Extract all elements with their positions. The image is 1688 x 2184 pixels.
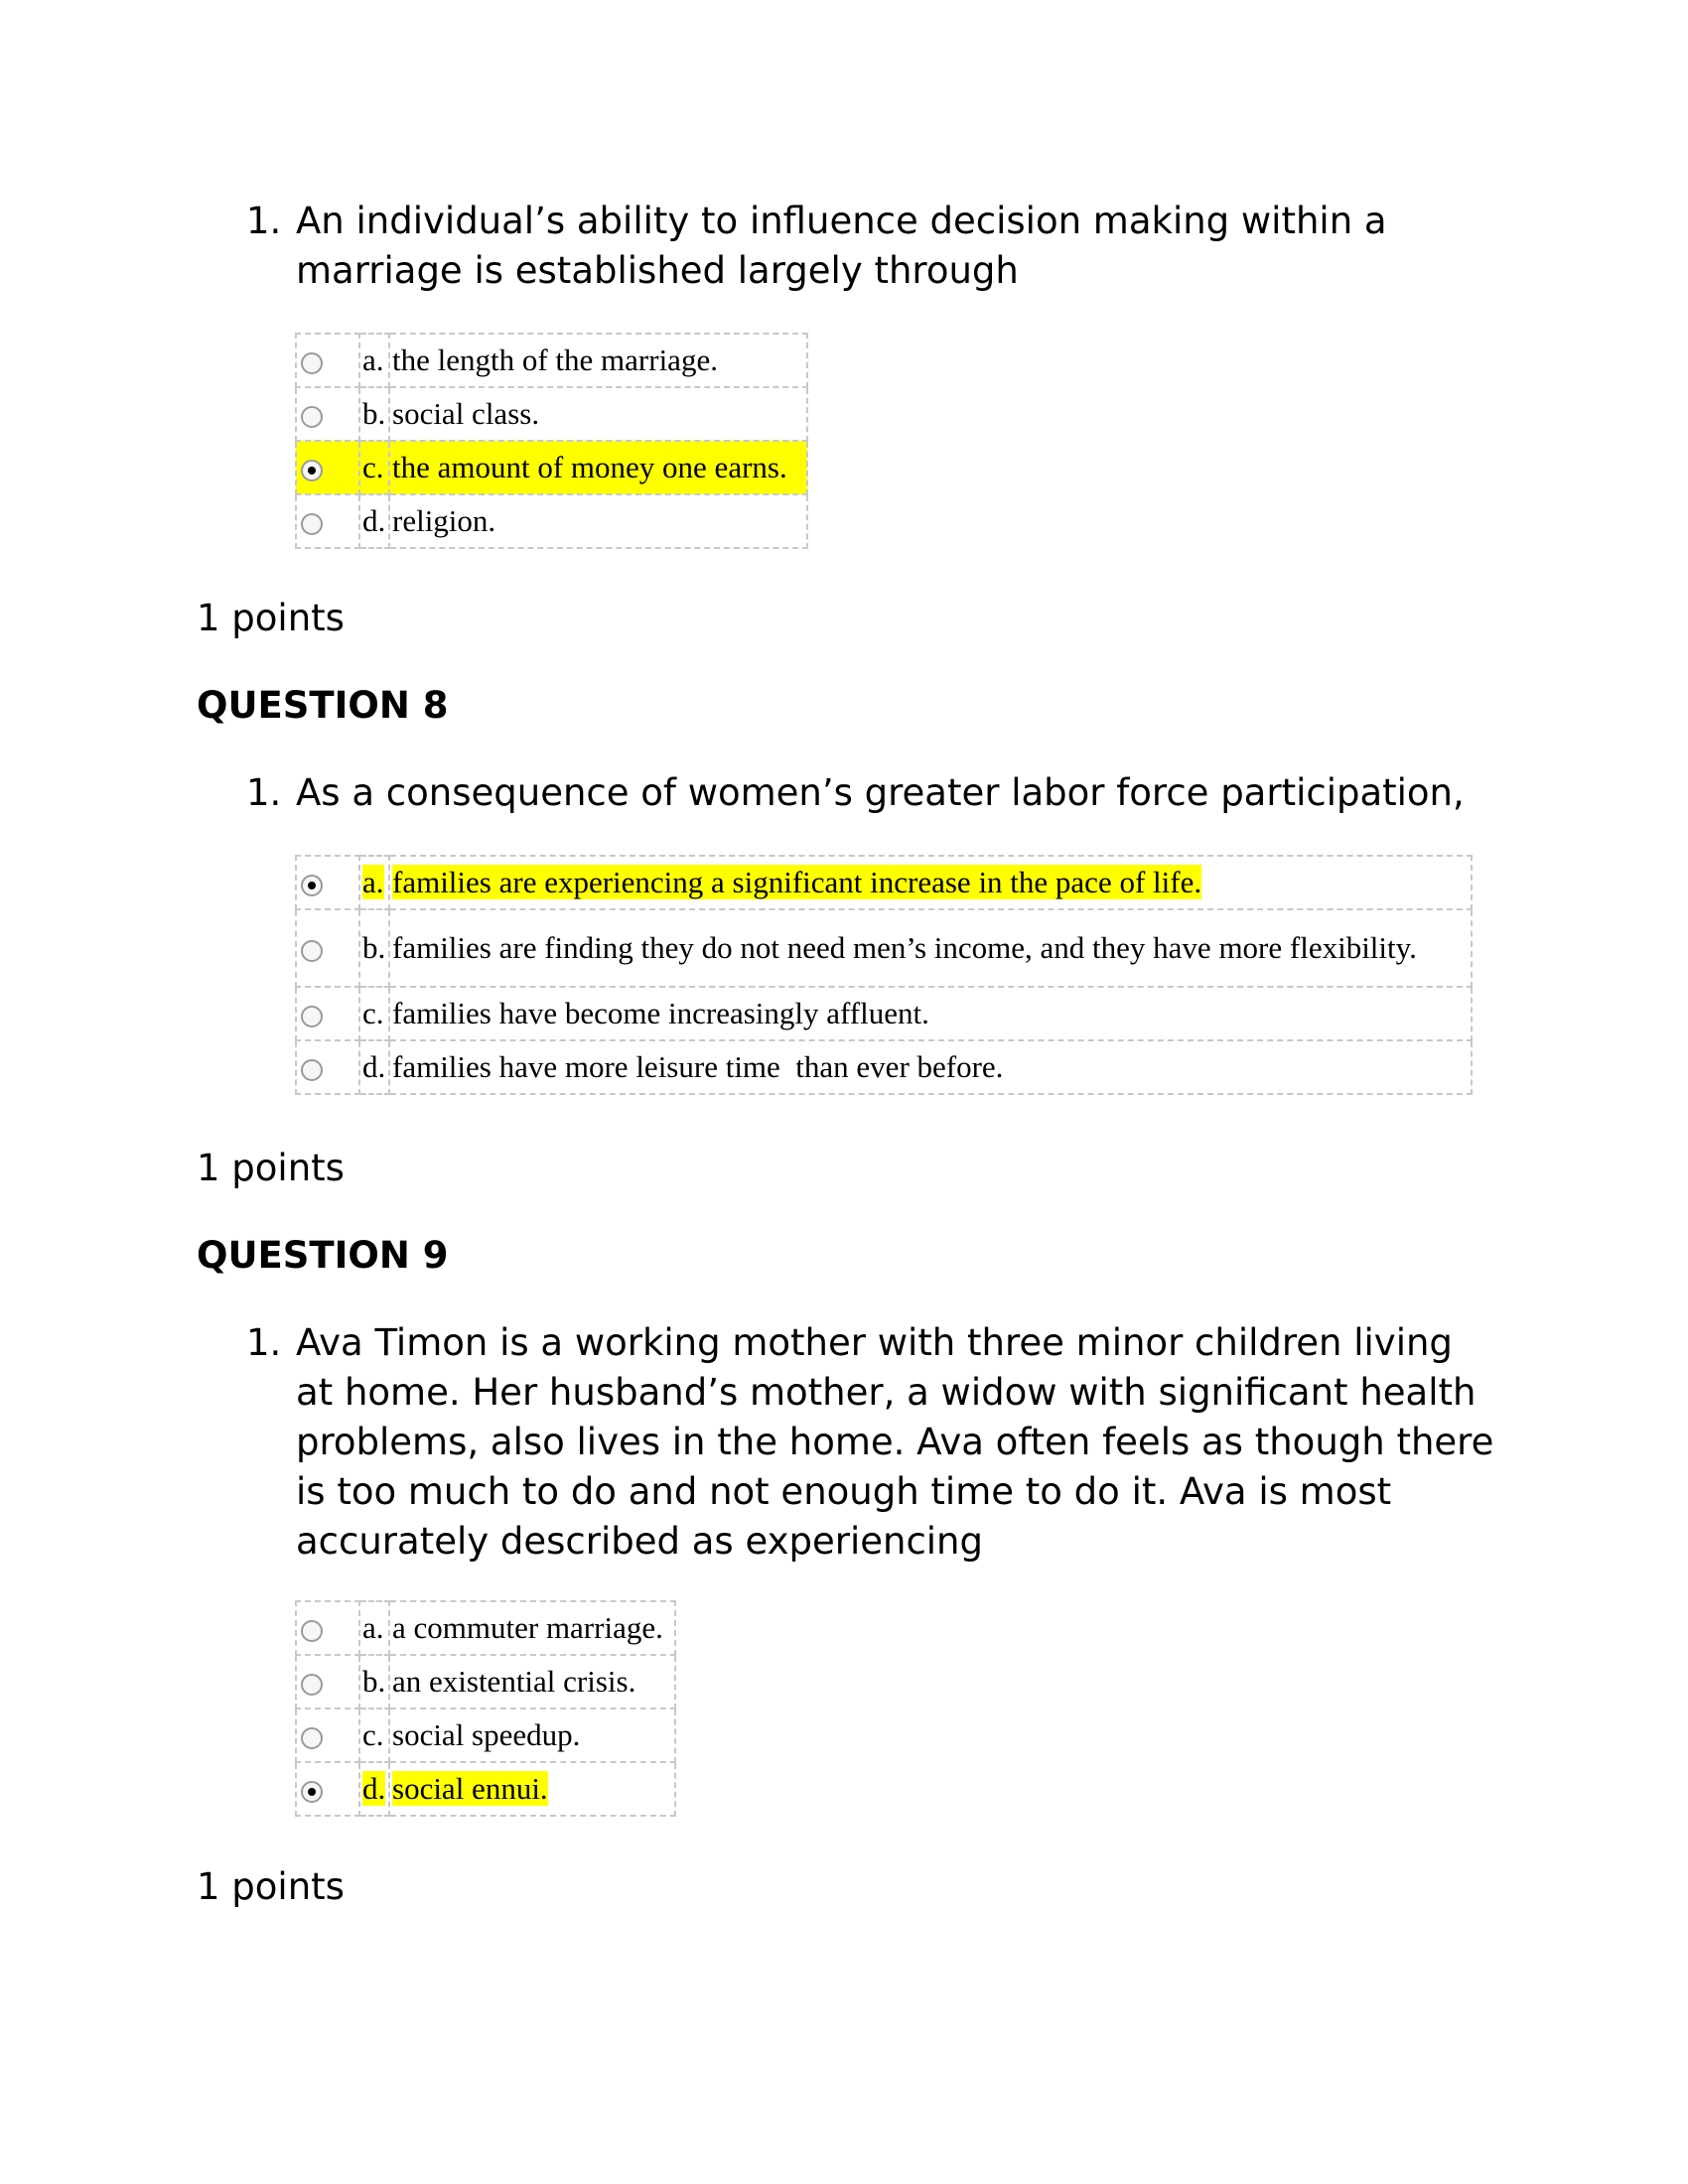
option-text [389, 1762, 675, 1816]
option-row-selected[interactable] [296, 441, 807, 494]
question-7-options [295, 333, 808, 549]
option-letter [359, 856, 389, 909]
option-radio-cell[interactable] [296, 441, 359, 494]
question-8-options [295, 855, 1473, 1095]
option-text: social class. [389, 387, 807, 441]
option-letter: d. [359, 1040, 389, 1094]
question-8-heading: QUESTION 8 [197, 684, 449, 727]
option-radio-cell[interactable] [296, 387, 359, 441]
question-7-prompt [246, 197, 1537, 296]
radio-button[interactable] [301, 406, 323, 428]
option-text [389, 856, 1472, 909]
option-text: social speedup. [389, 1708, 675, 1762]
question-9-points: 1 points [197, 1865, 345, 1908]
option-radio-cell[interactable] [296, 1040, 359, 1094]
option-letter: b. [359, 387, 389, 441]
option-radio-cell[interactable] [296, 909, 359, 987]
question-8-prompt-text: As a consequence of women’s greater labor force participation, [296, 771, 1465, 814]
option-radio-cell[interactable] [296, 1762, 359, 1816]
radio-button-selected[interactable] [301, 460, 323, 481]
question-8-number: 1. [246, 771, 282, 814]
option-radio-cell[interactable] [296, 856, 359, 909]
question-9-prompt-text: Ava Timon is a working mother with three minor children living at home. Her husband’s mother, a widow with significant health problems, also lives in the home. Ava often feels as though there is too much to do and not enough time to do it. Ava is most accurately described as experiencing [296, 1321, 1494, 1563]
question-9-options [295, 1600, 676, 1817]
option-letter: b. [359, 1655, 389, 1708]
question-8-points: 1 points [197, 1147, 345, 1189]
option-row[interactable] [296, 1601, 675, 1655]
option-letter: d. [359, 494, 389, 548]
option-text-highlighted: social ennui. [392, 1771, 548, 1806]
option-row[interactable] [296, 987, 1472, 1040]
option-text: religion. [389, 494, 807, 548]
question-7-number: 1. [246, 200, 282, 242]
option-row[interactable] [296, 1655, 675, 1708]
radio-button[interactable] [301, 1059, 323, 1081]
question-9-prompt [246, 1318, 1497, 1567]
option-letter: c. [359, 441, 389, 494]
option-letter-text: d. [362, 1771, 386, 1806]
radio-button[interactable] [301, 352, 323, 374]
option-row[interactable] [296, 1040, 1472, 1094]
option-radio-cell[interactable] [296, 494, 359, 548]
question-7-prompt-text: An individual’s ability to influence decision making within a marriage is established largely through [296, 200, 1387, 292]
radio-button[interactable] [301, 1006, 323, 1027]
option-radio-cell[interactable] [296, 334, 359, 387]
option-radio-cell[interactable] [296, 987, 359, 1040]
option-letter: c. [359, 987, 389, 1040]
option-letter [359, 1762, 389, 1816]
radio-button-selected[interactable] [301, 875, 323, 896]
option-radio-cell[interactable] [296, 1655, 359, 1708]
option-letter-text: a. [362, 865, 384, 899]
radio-button[interactable] [301, 1620, 323, 1642]
radio-button-selected[interactable] [301, 1781, 323, 1803]
option-row[interactable] [296, 1708, 675, 1762]
option-radio-cell[interactable] [296, 1708, 359, 1762]
option-text: an existential crisis. [389, 1655, 675, 1708]
option-text-highlighted: families are experiencing a significant increase in the pace of life. [392, 865, 1202, 899]
radio-button[interactable] [301, 513, 323, 535]
question-9-heading: QUESTION 9 [197, 1234, 449, 1277]
option-letter: c. [359, 1708, 389, 1762]
option-row-selected[interactable] [296, 1762, 675, 1816]
option-letter: a. [359, 334, 389, 387]
option-row[interactable] [296, 387, 807, 441]
question-9-number: 1. [246, 1321, 282, 1364]
option-text: families are finding they do not need men’s income, and they have more flexibility. [389, 909, 1472, 987]
option-row[interactable] [296, 909, 1472, 987]
option-text: the length of the marriage. [389, 334, 807, 387]
option-letter: b. [359, 909, 389, 987]
option-letter: a. [359, 1601, 389, 1655]
radio-button[interactable] [301, 1727, 323, 1749]
option-row[interactable] [296, 334, 807, 387]
question-8-prompt [246, 768, 1537, 818]
option-text: the amount of money one earns. [389, 441, 807, 494]
radio-button[interactable] [301, 1674, 323, 1696]
option-text: a commuter marriage. [389, 1601, 675, 1655]
option-text: families have become increasingly affluent. [389, 987, 1472, 1040]
radio-button[interactable] [301, 940, 323, 962]
question-7-points: 1 points [197, 597, 345, 639]
option-row[interactable] [296, 494, 807, 548]
option-text: families have more leisure time than ever before. [389, 1040, 1472, 1094]
option-radio-cell[interactable] [296, 1601, 359, 1655]
option-row-selected[interactable] [296, 856, 1472, 909]
